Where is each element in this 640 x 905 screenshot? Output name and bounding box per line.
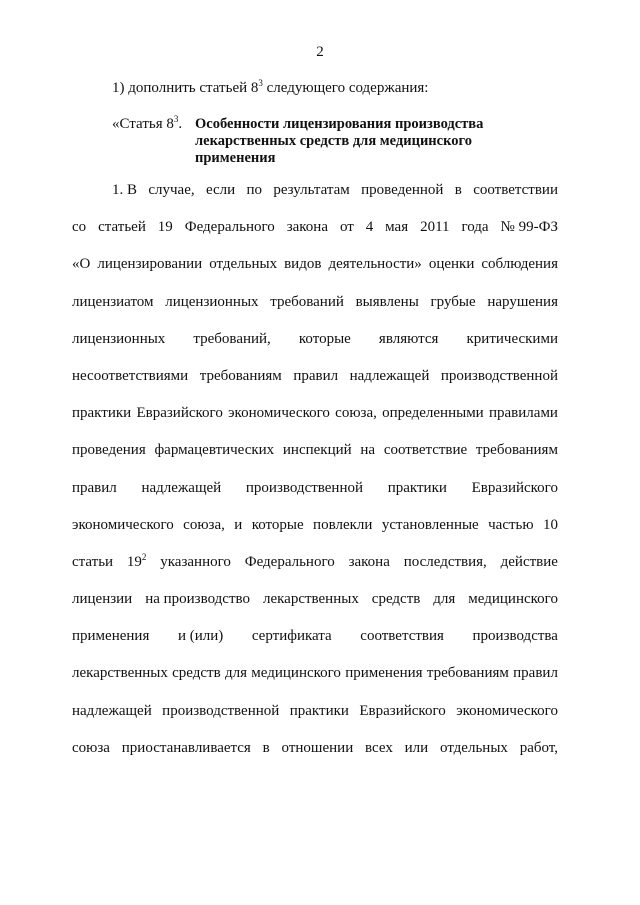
word: № 99-ФЗ	[500, 219, 558, 236]
word: практики	[72, 405, 132, 422]
word: мая	[385, 219, 409, 236]
word: установленные	[381, 516, 479, 533]
word: 10	[543, 516, 558, 533]
word: лицензионных	[165, 293, 259, 310]
paragraph-line	[72, 738, 558, 775]
word: статьей	[98, 219, 146, 236]
paragraph-line	[72, 292, 558, 329]
intro-text: 1) дополнить статьей 8	[112, 80, 259, 96]
word: «О	[72, 256, 91, 273]
article-title-line: Особенности лицензирования производства	[195, 116, 484, 132]
word: экономического	[228, 405, 330, 422]
word: работ,	[519, 739, 558, 756]
article-prefix-superscript: 3	[173, 114, 179, 124]
word: деятельности»	[328, 256, 422, 273]
paragraph-line	[72, 478, 558, 515]
paragraph-line	[72, 440, 558, 477]
word: указанного	[160, 553, 231, 570]
word: нарушения	[487, 293, 558, 310]
word: выявлены	[355, 293, 419, 310]
paragraph-line	[72, 701, 558, 738]
word: отдельных	[209, 256, 278, 273]
word: соответствие	[383, 442, 468, 459]
intro-line	[112, 80, 428, 97]
word: требованиям	[426, 665, 509, 682]
intro-text-end: следующего содержания:	[262, 80, 429, 96]
word: средств	[371, 591, 421, 608]
word: союза,	[183, 516, 225, 533]
word: случае,	[148, 182, 195, 198]
word: на производство	[145, 591, 250, 608]
word: Федерального	[184, 219, 275, 236]
word: практики	[387, 479, 447, 496]
word: лицензировании	[97, 256, 203, 273]
word: несоответствиями	[72, 367, 189, 384]
word: производственной	[245, 479, 364, 496]
word: и (или)	[177, 628, 224, 645]
word: результатам	[273, 182, 350, 198]
word: медицинского	[468, 591, 558, 608]
paragraph-1	[72, 180, 558, 775]
paragraph-line	[72, 403, 558, 440]
word: $19^2$	[126, 551, 147, 570]
word: повлекли	[313, 516, 373, 533]
paragraph-line	[72, 366, 558, 403]
paragraph-line	[72, 515, 558, 552]
word: надлежащей	[349, 367, 430, 384]
article-title-line: лекарственных средств для медицинского	[195, 133, 472, 149]
word: требованиям	[475, 442, 558, 459]
word: союза	[72, 739, 110, 756]
word: 4	[365, 219, 374, 236]
paragraph-line	[72, 552, 558, 589]
word: частью	[488, 516, 534, 533]
word: Евразийского	[359, 702, 446, 719]
word: для	[224, 665, 247, 682]
word: производства	[472, 628, 558, 645]
article-prefix-text: «Статья 8	[112, 116, 174, 132]
word: закона	[348, 553, 390, 570]
word: отдельных	[440, 739, 508, 756]
word: средств	[172, 665, 221, 682]
word: надлежащей	[72, 702, 152, 719]
word: фармацевтических	[154, 442, 275, 459]
article-prefix	[112, 116, 182, 133]
word: в	[262, 739, 270, 756]
article-prefix-end: .	[178, 116, 183, 132]
word: правил	[293, 367, 339, 384]
word: года	[461, 219, 489, 236]
word: являются	[378, 330, 439, 347]
word: которые	[298, 330, 351, 347]
word: правил	[513, 665, 558, 682]
word: действие	[500, 553, 558, 570]
word: 2011	[420, 219, 450, 236]
paragraph-line	[72, 180, 558, 217]
word: в	[454, 182, 462, 198]
word: Евразийского	[471, 479, 558, 496]
word: от	[339, 219, 354, 236]
word: видов	[284, 256, 322, 273]
word: соответствии	[473, 182, 558, 198]
word: лекарственных	[262, 591, 359, 608]
word: правилами	[489, 405, 558, 422]
word: грубые	[430, 293, 476, 310]
word: требований	[270, 293, 344, 310]
word: производственной	[162, 702, 280, 719]
paragraph-line	[72, 663, 558, 700]
word: требований,	[193, 330, 271, 347]
word: сертификата	[251, 628, 332, 645]
word: и	[234, 516, 243, 533]
word: медицинского	[251, 665, 341, 682]
word: определенными	[382, 405, 484, 422]
word: соответствия	[360, 628, 444, 645]
word: закона	[286, 219, 328, 236]
word: экономического	[456, 702, 558, 719]
word: экономического	[72, 516, 174, 533]
intro-superscript: 3	[258, 78, 263, 88]
word: или	[404, 739, 429, 756]
word: для	[433, 591, 456, 608]
word: лекарственных	[72, 665, 168, 682]
word: которые	[251, 516, 304, 533]
word: если	[205, 182, 236, 198]
word: лицензионных	[72, 330, 166, 347]
word: правил	[72, 479, 117, 496]
word: приостанавливается	[121, 739, 251, 756]
word: 19	[157, 219, 173, 236]
paragraph-line	[72, 329, 558, 366]
word: проведенной	[361, 182, 444, 198]
word: применения	[72, 628, 150, 645]
word: по	[246, 182, 262, 198]
article-title	[195, 116, 525, 167]
word: критическими	[466, 330, 558, 347]
word: статьи	[72, 553, 114, 570]
word: лицензиатом	[72, 293, 154, 310]
word: на	[360, 442, 376, 459]
word: проведения	[72, 442, 146, 459]
word: применения	[345, 665, 423, 682]
word: отношении	[281, 739, 354, 756]
paragraph-line	[72, 626, 558, 663]
word: всех	[365, 739, 393, 756]
word: союза,	[335, 405, 377, 422]
word: практики	[289, 702, 349, 719]
word: инспекций	[282, 442, 352, 459]
word: соблюдения	[481, 256, 558, 273]
superscript: 2	[141, 551, 147, 562]
word: Федерального	[244, 553, 335, 570]
word: требованиям	[199, 367, 282, 384]
paragraph-line	[72, 589, 558, 626]
word: Евразийского	[136, 405, 223, 422]
word: производственной	[440, 367, 558, 384]
page-number: 2	[316, 44, 324, 60]
paragraph-line	[72, 217, 558, 254]
word: последствия,	[403, 553, 487, 570]
article-title-line: применения	[195, 150, 276, 166]
paragraph-line	[72, 254, 558, 291]
word: надлежащей	[141, 479, 222, 496]
word: лицензии	[72, 591, 133, 608]
word: оценки	[428, 256, 475, 273]
word: со	[72, 219, 87, 236]
word: 1. В	[112, 182, 138, 198]
